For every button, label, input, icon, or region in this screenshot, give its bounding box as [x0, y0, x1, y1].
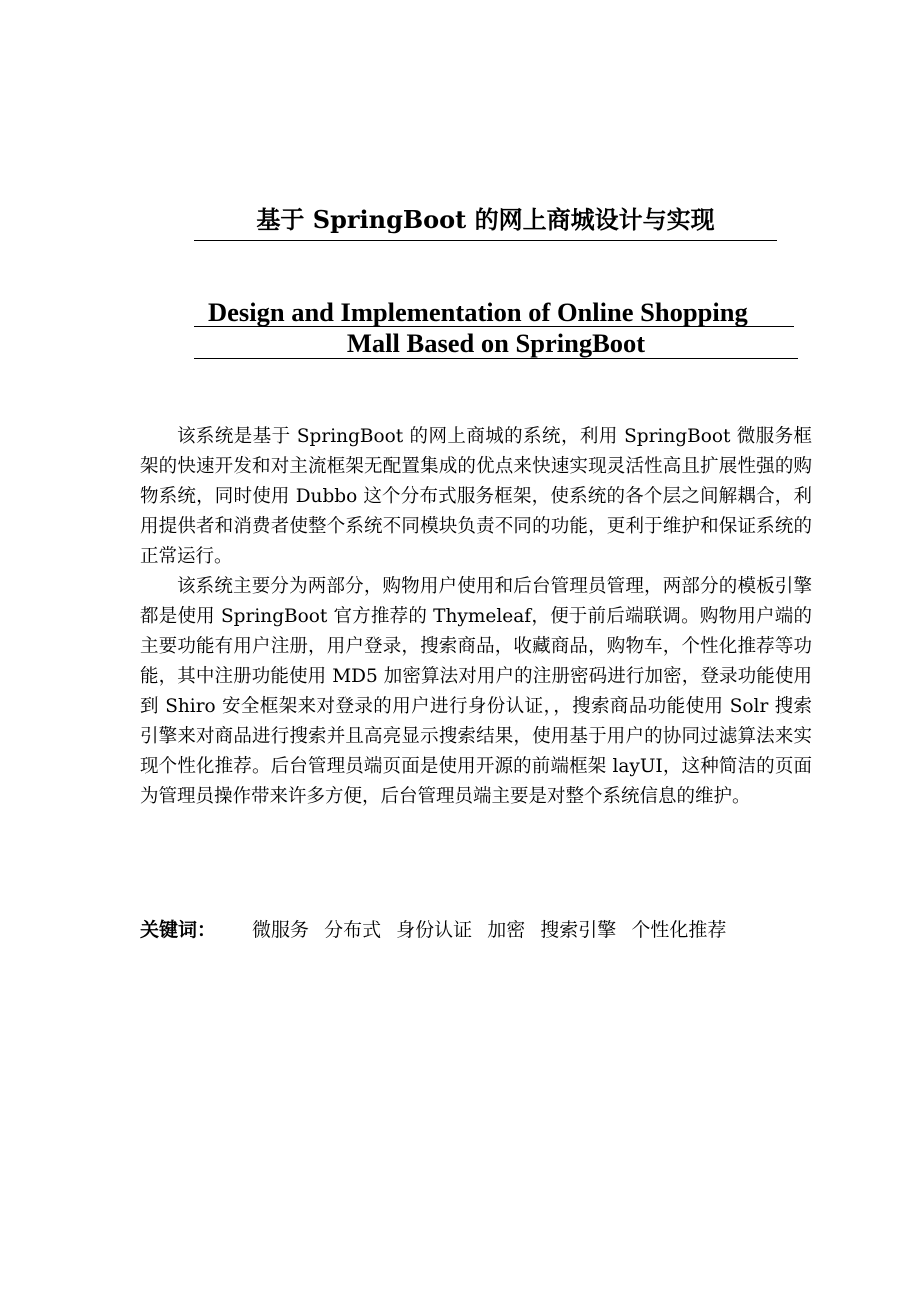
- keywords-line: [140, 915, 812, 945]
- keyword-item: 搜索引擎: [540, 919, 617, 941]
- abstract: [140, 422, 812, 812]
- keyword-item: 身份认证: [396, 919, 473, 941]
- keyword-item: 加密: [487, 919, 526, 941]
- english-title-line-2: Mall Based on SpringBoot: [194, 327, 798, 359]
- keyword-item: 微服务: [252, 919, 310, 941]
- keyword-item: 分布式: [324, 919, 382, 941]
- english-title-line-1: Design and Implementation of Online Shopping: [194, 296, 794, 327]
- english-title: [194, 296, 798, 359]
- abstract-paragraph-1: 该系统是基于 SpringBoot 的网上商城的系统，利用 SpringBoot 微服务框架的快速开发和对主流框架无配置集成的优点来快速实现灵活性高且扩展性强的购物系统，同时使用 Dubbo 这个分布式服务框架，使系统的各个层之间解耦合，利用提供者和消费者使整个系统不同模块负责不同的功能，更利于维护和保证系统的正常运行。: [140, 426, 812, 567]
- chinese-title: 基于 SpringBoot 的网上商城设计与实现: [194, 200, 777, 241]
- keywords-label: 关键词：: [140, 919, 217, 941]
- keyword-item: 个性化推荐: [631, 919, 727, 941]
- abstract-paragraph-2: 该系统主要分为两部分，购物用户使用和后台管理员管理，两部分的模板引擎都是使用 SpringBoot 官方推荐的 Thymeleaf，便于前后端联调。购物用户端的主要功能有用户注册，用户登录，搜索商品，收藏商品，购物车，个性化推荐等功能，其中注册功能使用 MD5 加密算法对用户的注册密码进行加密，登录功能使用到 Shiro 安全框架来对登录的用户进行身份认证，，搜索商品功能使用 Solr 搜索引擎来对商品进行搜索并且高亮显示搜索结果，使用基于用户的协同过滤算法来实现个性化推荐。后台管理员端页面是使用开源的前端框架 layUI，这种简洁的页面为管理员操作带来许多方便，后台管理员端主要是对整个系统信息的维护。: [140, 576, 812, 807]
